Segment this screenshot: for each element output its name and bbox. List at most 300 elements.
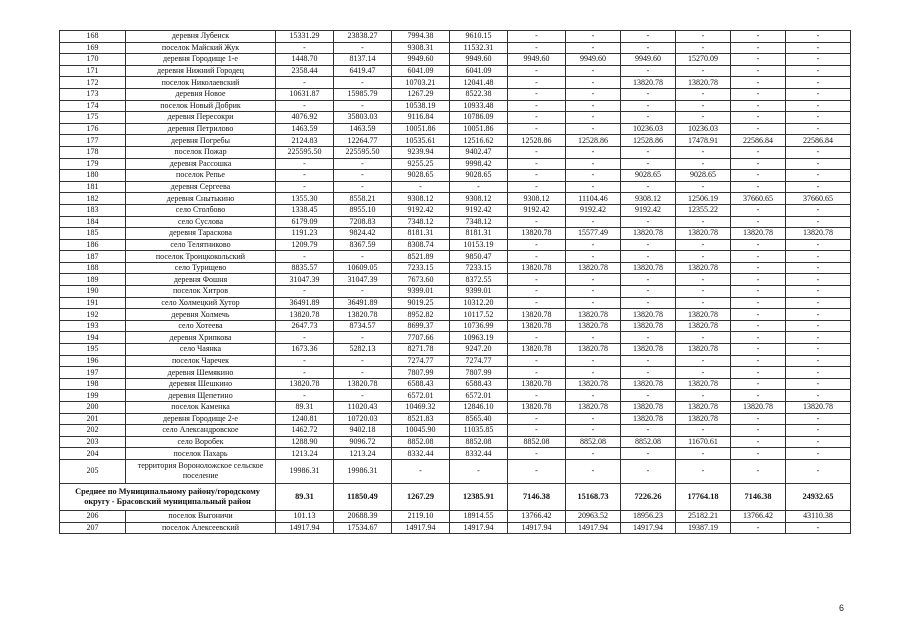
value-cell: - bbox=[731, 158, 786, 170]
table-body bbox=[60, 31, 851, 534]
value-cell: - bbox=[334, 77, 392, 89]
value-cell: - bbox=[786, 297, 851, 309]
value-cell: - bbox=[621, 158, 676, 170]
value-cell: 9949.60 bbox=[508, 54, 566, 66]
value-cell: 10045.90 bbox=[392, 425, 450, 437]
value-cell: 14917.94 bbox=[276, 522, 334, 534]
value-cell: 8565.40 bbox=[450, 413, 508, 425]
value-cell: 12846.10 bbox=[450, 402, 508, 414]
value-cell: - bbox=[508, 239, 566, 251]
value-cell: 1209.79 bbox=[276, 239, 334, 251]
settlement-name: поселок Репье bbox=[126, 170, 276, 182]
value-cell: - bbox=[276, 181, 334, 193]
row-number: 187 bbox=[60, 251, 126, 263]
value-cell: - bbox=[276, 367, 334, 379]
value-cell: 1462.72 bbox=[276, 425, 334, 437]
value-cell: 6419.47 bbox=[334, 65, 392, 77]
value-cell: 2647.73 bbox=[276, 320, 334, 332]
value-cell: - bbox=[621, 216, 676, 228]
settlement-name: село Воробек bbox=[126, 436, 276, 448]
settlement-name: деревня Городище 2-е bbox=[126, 413, 276, 425]
settlement-name: село Холмецкий Хутор bbox=[126, 297, 276, 309]
table-row bbox=[60, 274, 851, 286]
value-cell: 7274.77 bbox=[392, 355, 450, 367]
value-cell: - bbox=[676, 216, 731, 228]
value-cell: 8558.21 bbox=[334, 193, 392, 205]
value-cell: 13820.78 bbox=[676, 228, 731, 240]
value-cell: 13820.78 bbox=[276, 378, 334, 390]
settlement-name: деревня Снытькино bbox=[126, 193, 276, 205]
value-cell: - bbox=[786, 367, 851, 379]
value-cell: 4076.92 bbox=[276, 112, 334, 124]
value-cell: 14917.94 bbox=[392, 522, 450, 534]
value-cell: 13820.78 bbox=[508, 402, 566, 414]
value-cell: - bbox=[450, 459, 508, 483]
settlement-name: село Хотеева bbox=[126, 320, 276, 332]
value-cell: - bbox=[621, 42, 676, 54]
data-table bbox=[59, 30, 851, 534]
value-cell: 8521.89 bbox=[392, 251, 450, 263]
value-cell: 1338.45 bbox=[276, 204, 334, 216]
value-cell: - bbox=[731, 54, 786, 66]
value-cell: - bbox=[786, 170, 851, 182]
settlement-name: деревня Новое bbox=[126, 88, 276, 100]
value-cell: 1213.24 bbox=[276, 448, 334, 460]
value-cell: - bbox=[508, 170, 566, 182]
value-cell: 36491.89 bbox=[334, 297, 392, 309]
value-cell: 14917.94 bbox=[621, 522, 676, 534]
value-cell: 1448.70 bbox=[276, 54, 334, 66]
value-cell: 8367.59 bbox=[334, 239, 392, 251]
value-cell: 9255.25 bbox=[392, 158, 450, 170]
value-cell: 10469.32 bbox=[392, 402, 450, 414]
table-row bbox=[60, 320, 851, 332]
value-cell: 11020.43 bbox=[334, 402, 392, 414]
value-cell: 13766.42 bbox=[508, 510, 566, 522]
table-row bbox=[60, 378, 851, 390]
value-cell: 9028.65 bbox=[450, 170, 508, 182]
value-cell: - bbox=[731, 216, 786, 228]
value-cell: - bbox=[334, 355, 392, 367]
table-row bbox=[60, 459, 851, 483]
value-cell: - bbox=[731, 367, 786, 379]
value-cell: 13820.78 bbox=[508, 228, 566, 240]
value-cell: - bbox=[676, 355, 731, 367]
value-cell: 89.31 bbox=[276, 402, 334, 414]
value-cell: 17534.67 bbox=[334, 522, 392, 534]
value-cell: 19387.19 bbox=[676, 522, 731, 534]
settlement-name: деревня Лубенск bbox=[126, 31, 276, 43]
table-row bbox=[60, 239, 851, 251]
value-cell: - bbox=[731, 425, 786, 437]
table-row bbox=[60, 112, 851, 124]
value-cell: 10631.87 bbox=[276, 88, 334, 100]
value-cell: - bbox=[786, 262, 851, 274]
value-cell: - bbox=[676, 286, 731, 298]
row-number: 178 bbox=[60, 146, 126, 158]
value-cell: 15985.79 bbox=[334, 88, 392, 100]
value-cell: - bbox=[676, 100, 731, 112]
value-cell: 7707.66 bbox=[392, 332, 450, 344]
value-cell: - bbox=[276, 77, 334, 89]
table-row bbox=[60, 54, 851, 66]
row-number: 186 bbox=[60, 239, 126, 251]
row-number: 177 bbox=[60, 135, 126, 147]
value-cell: - bbox=[566, 123, 621, 135]
value-cell: 9192.42 bbox=[621, 204, 676, 216]
value-cell: - bbox=[566, 158, 621, 170]
value-cell: 13820.78 bbox=[508, 344, 566, 356]
table-row bbox=[60, 170, 851, 182]
value-cell: - bbox=[731, 378, 786, 390]
value-cell: 9402.18 bbox=[334, 425, 392, 437]
value-cell: 9308.12 bbox=[392, 193, 450, 205]
table-row bbox=[60, 193, 851, 205]
value-cell: - bbox=[676, 297, 731, 309]
value-cell: 10051.86 bbox=[450, 123, 508, 135]
value-cell: - bbox=[676, 146, 731, 158]
value-cell: - bbox=[621, 100, 676, 112]
settlement-name: поселок Алексеевский bbox=[126, 522, 276, 534]
value-cell: 10786.09 bbox=[450, 112, 508, 124]
value-cell: - bbox=[508, 367, 566, 379]
value-cell: - bbox=[731, 297, 786, 309]
table-row bbox=[60, 262, 851, 274]
value-cell: 7233.15 bbox=[392, 262, 450, 274]
value-cell: 13820.78 bbox=[508, 309, 566, 321]
value-cell: - bbox=[731, 344, 786, 356]
value-cell: 9949.60 bbox=[450, 54, 508, 66]
value-cell: - bbox=[566, 413, 621, 425]
value-cell: - bbox=[276, 355, 334, 367]
value-cell: - bbox=[786, 42, 851, 54]
value-cell: 9824.42 bbox=[334, 228, 392, 240]
value-cell: - bbox=[334, 286, 392, 298]
value-cell: 19986.31 bbox=[276, 459, 334, 483]
value-cell: - bbox=[786, 390, 851, 402]
value-cell: - bbox=[731, 88, 786, 100]
value-cell: 9247.20 bbox=[450, 344, 508, 356]
row-number: 190 bbox=[60, 286, 126, 298]
value-cell: 9399.01 bbox=[392, 286, 450, 298]
value-cell: 225595.50 bbox=[276, 146, 334, 158]
value-cell: - bbox=[621, 239, 676, 251]
value-cell: 9949.60 bbox=[621, 54, 676, 66]
value-cell: 8734.57 bbox=[334, 320, 392, 332]
value-cell: - bbox=[621, 146, 676, 158]
value-cell: - bbox=[566, 112, 621, 124]
value-cell: 8852.08 bbox=[508, 436, 566, 448]
row-number: 182 bbox=[60, 193, 126, 205]
value-cell: - bbox=[676, 390, 731, 402]
value-cell: 13820.78 bbox=[508, 262, 566, 274]
settlement-name: поселок Николаевский bbox=[126, 77, 276, 89]
value-cell: 13820.78 bbox=[566, 320, 621, 332]
value-cell: - bbox=[508, 274, 566, 286]
value-cell: - bbox=[786, 286, 851, 298]
value-cell: - bbox=[392, 181, 450, 193]
value-cell: - bbox=[786, 146, 851, 158]
row-number: 172 bbox=[60, 77, 126, 89]
value-cell: - bbox=[334, 332, 392, 344]
value-cell: - bbox=[786, 274, 851, 286]
value-cell: - bbox=[276, 332, 334, 344]
value-cell: 8332.44 bbox=[392, 448, 450, 460]
value-cell: 101.13 bbox=[276, 510, 334, 522]
row-number: 170 bbox=[60, 54, 126, 66]
row-number: 201 bbox=[60, 413, 126, 425]
average-value-cell: 7226.26 bbox=[621, 483, 676, 510]
value-cell: - bbox=[731, 42, 786, 54]
settlement-name: деревня Пересокри bbox=[126, 112, 276, 124]
value-cell: - bbox=[731, 77, 786, 89]
value-cell: - bbox=[731, 332, 786, 344]
table-row bbox=[60, 332, 851, 344]
value-cell: - bbox=[676, 251, 731, 263]
table-row bbox=[60, 77, 851, 89]
value-cell: - bbox=[731, 100, 786, 112]
value-cell: - bbox=[731, 170, 786, 182]
value-cell: 6041.09 bbox=[450, 65, 508, 77]
value-cell: - bbox=[786, 413, 851, 425]
value-cell: 14917.94 bbox=[450, 522, 508, 534]
settlement-name: деревня Погребы bbox=[126, 135, 276, 147]
value-cell: 14917.94 bbox=[508, 522, 566, 534]
value-cell: - bbox=[731, 522, 786, 534]
value-cell: 31047.39 bbox=[334, 274, 392, 286]
value-cell: 11532.31 bbox=[450, 42, 508, 54]
row-number: 207 bbox=[60, 522, 126, 534]
value-cell: 9028.65 bbox=[621, 170, 676, 182]
value-cell: - bbox=[566, 170, 621, 182]
value-cell: 1213.24 bbox=[334, 448, 392, 460]
settlement-name: деревня Петрилово bbox=[126, 123, 276, 135]
value-cell: - bbox=[621, 251, 676, 263]
value-cell: - bbox=[786, 378, 851, 390]
settlement-name: поселок Каменка bbox=[126, 402, 276, 414]
value-cell: - bbox=[508, 459, 566, 483]
value-cell: - bbox=[566, 146, 621, 158]
value-cell: - bbox=[566, 297, 621, 309]
page-number: 6 bbox=[839, 603, 845, 613]
value-cell: 9192.42 bbox=[392, 204, 450, 216]
value-cell: - bbox=[786, 436, 851, 448]
settlement-name: деревня Щепетино bbox=[126, 390, 276, 402]
row-number: 202 bbox=[60, 425, 126, 437]
value-cell: - bbox=[508, 42, 566, 54]
value-cell: - bbox=[621, 181, 676, 193]
value-cell: 13820.78 bbox=[786, 402, 851, 414]
table-row bbox=[60, 390, 851, 402]
value-cell: 10720.03 bbox=[334, 413, 392, 425]
table-row bbox=[60, 123, 851, 135]
value-cell: - bbox=[276, 42, 334, 54]
value-cell: - bbox=[508, 88, 566, 100]
value-cell: 9192.42 bbox=[508, 204, 566, 216]
value-cell: 18956.23 bbox=[621, 510, 676, 522]
value-cell: - bbox=[621, 297, 676, 309]
value-cell: 15331.29 bbox=[276, 31, 334, 43]
table-row bbox=[60, 367, 851, 379]
value-cell: - bbox=[676, 31, 731, 43]
value-cell: - bbox=[786, 204, 851, 216]
table-row bbox=[60, 522, 851, 534]
row-number: 173 bbox=[60, 88, 126, 100]
value-cell: - bbox=[566, 448, 621, 460]
row-number: 180 bbox=[60, 170, 126, 182]
row-number: 171 bbox=[60, 65, 126, 77]
value-cell: 14917.94 bbox=[566, 522, 621, 534]
table-row bbox=[60, 204, 851, 216]
value-cell: 9998.42 bbox=[450, 158, 508, 170]
settlement-name: село Турищево bbox=[126, 262, 276, 274]
value-cell: - bbox=[731, 251, 786, 263]
value-cell: 225595.50 bbox=[334, 146, 392, 158]
value-cell: 13820.78 bbox=[676, 378, 731, 390]
table-row bbox=[60, 286, 851, 298]
value-cell: 8852.08 bbox=[566, 436, 621, 448]
value-cell: 11104.46 bbox=[566, 193, 621, 205]
table-row bbox=[60, 31, 851, 43]
value-cell: - bbox=[731, 286, 786, 298]
value-cell: 9028.65 bbox=[392, 170, 450, 182]
value-cell: 12041.48 bbox=[450, 77, 508, 89]
value-cell: - bbox=[276, 158, 334, 170]
value-cell: 9308.31 bbox=[392, 42, 450, 54]
value-cell: - bbox=[508, 112, 566, 124]
table-row bbox=[60, 228, 851, 240]
value-cell: 7274.77 bbox=[450, 355, 508, 367]
value-cell: - bbox=[508, 297, 566, 309]
value-cell: - bbox=[676, 425, 731, 437]
value-cell: 13820.78 bbox=[508, 320, 566, 332]
value-cell: 35803.03 bbox=[334, 112, 392, 124]
value-cell: 9402.47 bbox=[450, 146, 508, 158]
value-cell: - bbox=[508, 181, 566, 193]
value-cell: - bbox=[731, 262, 786, 274]
value-cell: 12355.22 bbox=[676, 204, 731, 216]
value-cell: 6588.43 bbox=[392, 378, 450, 390]
value-cell: - bbox=[731, 123, 786, 135]
value-cell: 11670.61 bbox=[676, 436, 731, 448]
table-row bbox=[60, 146, 851, 158]
value-cell: 13820.78 bbox=[621, 77, 676, 89]
value-cell: - bbox=[786, 355, 851, 367]
value-cell: - bbox=[621, 355, 676, 367]
average-value-cell: 11850.49 bbox=[334, 483, 392, 510]
table-row bbox=[60, 297, 851, 309]
value-cell: 22586.84 bbox=[786, 135, 851, 147]
value-cell: 8181.31 bbox=[450, 228, 508, 240]
row-number: 198 bbox=[60, 378, 126, 390]
value-cell: - bbox=[731, 413, 786, 425]
value-cell: 13820.78 bbox=[676, 402, 731, 414]
value-cell: - bbox=[508, 158, 566, 170]
average-value-cell: 15168.73 bbox=[566, 483, 621, 510]
value-cell: 1463.59 bbox=[334, 123, 392, 135]
value-cell: 7807.99 bbox=[392, 367, 450, 379]
value-cell: 13820.78 bbox=[508, 378, 566, 390]
value-cell: 8137.14 bbox=[334, 54, 392, 66]
value-cell: - bbox=[676, 158, 731, 170]
value-cell: - bbox=[566, 425, 621, 437]
value-cell: 13820.78 bbox=[621, 309, 676, 321]
row-number: 183 bbox=[60, 204, 126, 216]
value-cell: 7348.12 bbox=[392, 216, 450, 228]
value-cell: 8952.82 bbox=[392, 309, 450, 321]
value-cell: 9308.12 bbox=[621, 193, 676, 205]
value-cell: - bbox=[392, 459, 450, 483]
average-value-cell: 89.31 bbox=[276, 483, 334, 510]
value-cell: 2119.10 bbox=[392, 510, 450, 522]
value-cell: 9019.25 bbox=[392, 297, 450, 309]
value-cell: - bbox=[566, 274, 621, 286]
value-cell: - bbox=[621, 390, 676, 402]
value-cell: - bbox=[621, 332, 676, 344]
value-cell: 11035.85 bbox=[450, 425, 508, 437]
value-cell: 8332.44 bbox=[450, 448, 508, 460]
value-cell: 13820.78 bbox=[676, 320, 731, 332]
value-cell: 6572.01 bbox=[392, 390, 450, 402]
settlement-name: поселок Хитров bbox=[126, 286, 276, 298]
value-cell: - bbox=[621, 367, 676, 379]
row-number: 169 bbox=[60, 42, 126, 54]
value-cell: - bbox=[676, 239, 731, 251]
value-cell: 9399.01 bbox=[450, 286, 508, 298]
settlement-name: село Суслова bbox=[126, 216, 276, 228]
value-cell: - bbox=[786, 77, 851, 89]
value-cell: 9096.72 bbox=[334, 436, 392, 448]
table-row bbox=[60, 309, 851, 321]
value-cell: - bbox=[786, 100, 851, 112]
table-row bbox=[60, 181, 851, 193]
settlement-name: село Александровское bbox=[126, 425, 276, 437]
settlement-name: поселок Пахарь bbox=[126, 448, 276, 460]
value-cell: 37660.65 bbox=[731, 193, 786, 205]
value-cell: 13820.78 bbox=[731, 402, 786, 414]
value-cell: 23838.27 bbox=[334, 31, 392, 43]
value-cell: - bbox=[676, 332, 731, 344]
value-cell: - bbox=[508, 77, 566, 89]
value-cell: - bbox=[334, 100, 392, 112]
value-cell: 13820.78 bbox=[676, 262, 731, 274]
value-cell: - bbox=[566, 88, 621, 100]
value-cell: 13820.78 bbox=[566, 402, 621, 414]
value-cell: 9192.42 bbox=[450, 204, 508, 216]
value-cell: 22586.84 bbox=[731, 135, 786, 147]
value-cell: - bbox=[621, 286, 676, 298]
value-cell: 13820.78 bbox=[621, 413, 676, 425]
value-cell: 13820.78 bbox=[731, 228, 786, 240]
value-cell: 13820.78 bbox=[621, 378, 676, 390]
settlement-name: деревня Сергеева bbox=[126, 181, 276, 193]
value-cell: 10236.03 bbox=[676, 123, 731, 135]
value-cell: 18914.55 bbox=[450, 510, 508, 522]
value-cell: 10609.05 bbox=[334, 262, 392, 274]
row-number: 168 bbox=[60, 31, 126, 43]
table-row bbox=[60, 135, 851, 147]
value-cell: 8522.38 bbox=[450, 88, 508, 100]
value-cell: - bbox=[621, 459, 676, 483]
value-cell: - bbox=[621, 448, 676, 460]
value-cell: - bbox=[621, 88, 676, 100]
value-cell: - bbox=[621, 425, 676, 437]
row-number: 205 bbox=[60, 459, 126, 483]
settlement-name: территория Вороноложское сельское поселение bbox=[126, 459, 276, 483]
value-cell: - bbox=[676, 448, 731, 460]
value-cell: 13820.78 bbox=[334, 309, 392, 321]
value-cell: - bbox=[786, 112, 851, 124]
